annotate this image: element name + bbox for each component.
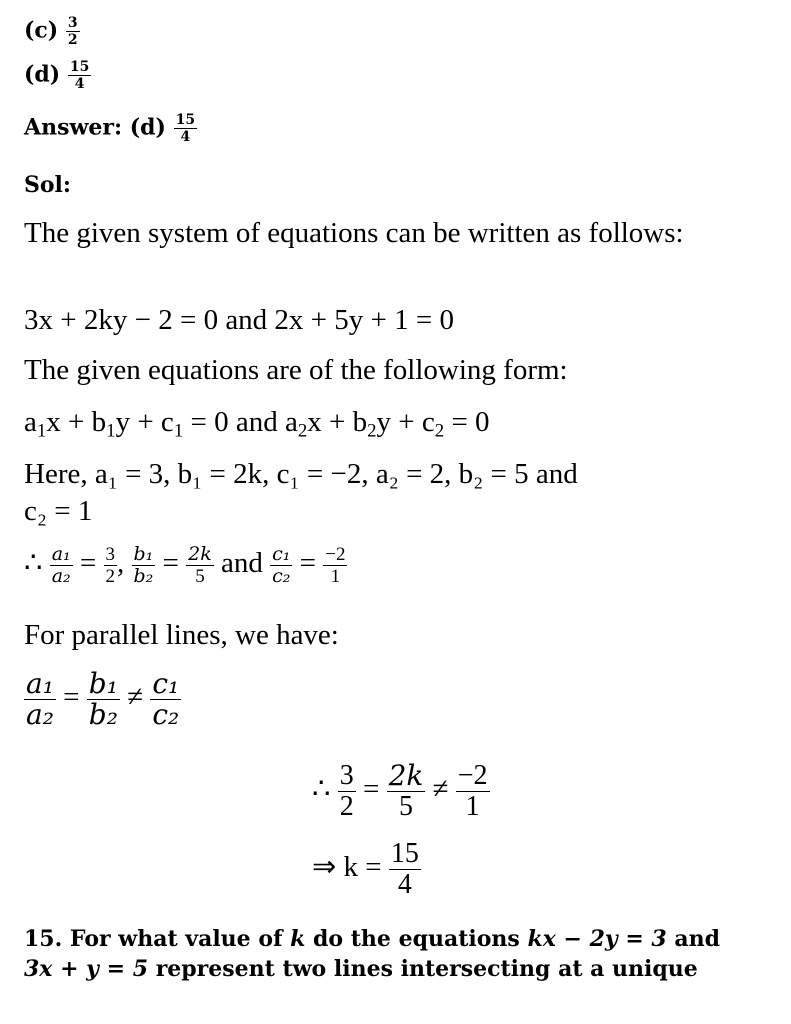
ratio-a-den: a₂ — [51, 565, 71, 587]
cond-neq: ≠ — [127, 681, 144, 714]
subst-frac-b — [387, 759, 426, 822]
ratio-a-val-num: 3 — [105, 544, 116, 565]
coefficients-line: Here, a₁ = 3, b₁ = 2k, c₁ = −2, a₂ = 2, b₂ = 5 and — [24, 458, 578, 490]
ratio-c-val-num: −2 — [325, 544, 346, 565]
option-d-denominator: 4 — [74, 76, 85, 92]
ratios-line — [24, 545, 347, 586]
subst-a-num: 3 — [339, 760, 354, 791]
subst-therefore: ∴ — [312, 773, 331, 806]
gf-eq1: = 0 and a — [183, 406, 298, 438]
option-c-label: (c) — [24, 17, 59, 44]
subst-b-num: 2k — [388, 759, 424, 792]
cond-frac-b — [87, 667, 120, 731]
subst-a-den: 2 — [339, 791, 354, 822]
gf-eq2: = 0 — [444, 406, 490, 438]
cond-frac-c — [150, 667, 181, 731]
ratio-c-val-den: 1 — [330, 566, 341, 587]
cond-b-den: b₂ — [88, 698, 118, 731]
therefore-symbol: ∴ — [24, 547, 43, 580]
q15-eq-a: kx − 2y = 3 — [527, 926, 667, 952]
subst-frac-a — [338, 762, 356, 821]
q15-text-a: 15. For what value of — [24, 926, 291, 952]
ratio-c-num: c₁ — [272, 543, 291, 565]
q15-text-d: represent two lines intersecting at a unique — [148, 956, 698, 982]
parallel-lines-paragraph: For parallel lines, we have: — [24, 619, 339, 651]
gf-x1: x + b — [46, 406, 107, 438]
option-d-fraction — [68, 60, 91, 91]
q15-text-c: and — [666, 926, 721, 952]
gf-sub-a2: 2 — [297, 420, 308, 442]
ratio-b-num: b₁ — [133, 543, 154, 565]
answer-denominator: 4 — [180, 129, 191, 145]
q15-text-b: do the equations — [305, 926, 528, 952]
q15-k: k — [290, 926, 306, 952]
ratio-b-den: b₂ — [133, 565, 154, 587]
subst-c-den: 1 — [465, 791, 480, 822]
gf-a1: a — [24, 406, 37, 438]
option-c-numerator: 3 — [67, 15, 78, 31]
ratio-b-value — [186, 545, 214, 586]
ratio-a-num: a₁ — [51, 543, 71, 565]
q15-eq-b: 3x + y = 5 — [24, 956, 149, 982]
subst-b-den: 5 — [398, 791, 413, 822]
cond-a-num: a₁ — [26, 667, 54, 700]
option-d-numerator: 15 — [69, 59, 90, 75]
ratio-c-den: c₂ — [272, 565, 291, 587]
option-c — [24, 16, 80, 47]
ratio-a-val-den: 2 — [105, 566, 116, 587]
subst-neq: ≠ — [432, 773, 449, 806]
subst-eq: = — [362, 773, 380, 806]
parallel-condition — [24, 667, 181, 731]
result-implies: ⇒ k = — [312, 851, 382, 884]
ratio-b-val-num: 2k — [188, 543, 212, 565]
ratio-a-value — [104, 545, 118, 586]
cond-b-num: b₁ — [88, 667, 118, 700]
ratio-and: and — [221, 547, 263, 580]
answer-line — [24, 113, 197, 144]
general-form-equation — [24, 405, 490, 449]
cond-c-den: c₂ — [152, 698, 180, 731]
option-d-label: (d) — [24, 61, 61, 88]
ratio-c-eq: = — [299, 547, 317, 580]
ratio-c-value — [323, 545, 347, 586]
answer-fraction — [174, 113, 197, 144]
option-c-fraction — [66, 16, 80, 47]
ratio-a-eq: = — [79, 547, 97, 580]
result-num: 15 — [390, 838, 419, 869]
cond-frac-a — [24, 667, 56, 731]
cond-a-den: a₂ — [26, 698, 54, 731]
gf-y2: y + c — [376, 406, 435, 438]
gf-sub-c1: 1 — [173, 420, 184, 442]
result-den: 4 — [397, 869, 412, 900]
gf-sub-c2: 2 — [434, 420, 445, 442]
subst-frac-c — [456, 762, 490, 821]
ratio-c-fraction — [270, 545, 292, 586]
result-fraction — [389, 840, 421, 899]
subst-c-num: −2 — [457, 760, 488, 791]
result-equation — [312, 840, 421, 899]
question-15 — [24, 924, 784, 984]
option-d — [24, 60, 91, 91]
gf-sub-b2: 2 — [367, 420, 377, 442]
gf-x2: x + b — [307, 406, 368, 438]
answer-label: Answer: (d) — [24, 114, 166, 141]
system-equations: 3x + 2ky − 2 = 0 and 2x + 5y + 1 = 0 — [24, 304, 455, 336]
form-paragraph: The given equations are of the following form: — [24, 354, 568, 386]
ratio-b-fraction — [132, 545, 156, 586]
cond-eq: = — [63, 681, 80, 714]
gf-sub-b1: 1 — [106, 420, 116, 442]
substituted-condition — [312, 759, 490, 822]
sol-label: Sol: — [24, 172, 72, 198]
intro-paragraph: The given system of equations can be written as follows: — [24, 217, 684, 249]
ratio-a-fraction — [50, 545, 73, 586]
answer-numerator: 15 — [175, 112, 196, 128]
gf-y1: y + c — [115, 406, 174, 438]
ratio-b-eq: = — [162, 547, 179, 580]
option-c-denominator: 2 — [67, 32, 78, 48]
c2-value-line: c₂ = 1 — [24, 495, 93, 527]
gf-sub-a1: 1 — [36, 420, 47, 442]
ratio-comma: , — [117, 547, 125, 580]
ratio-b-val-den: 5 — [195, 566, 205, 587]
cond-c-num: c₁ — [152, 667, 180, 700]
